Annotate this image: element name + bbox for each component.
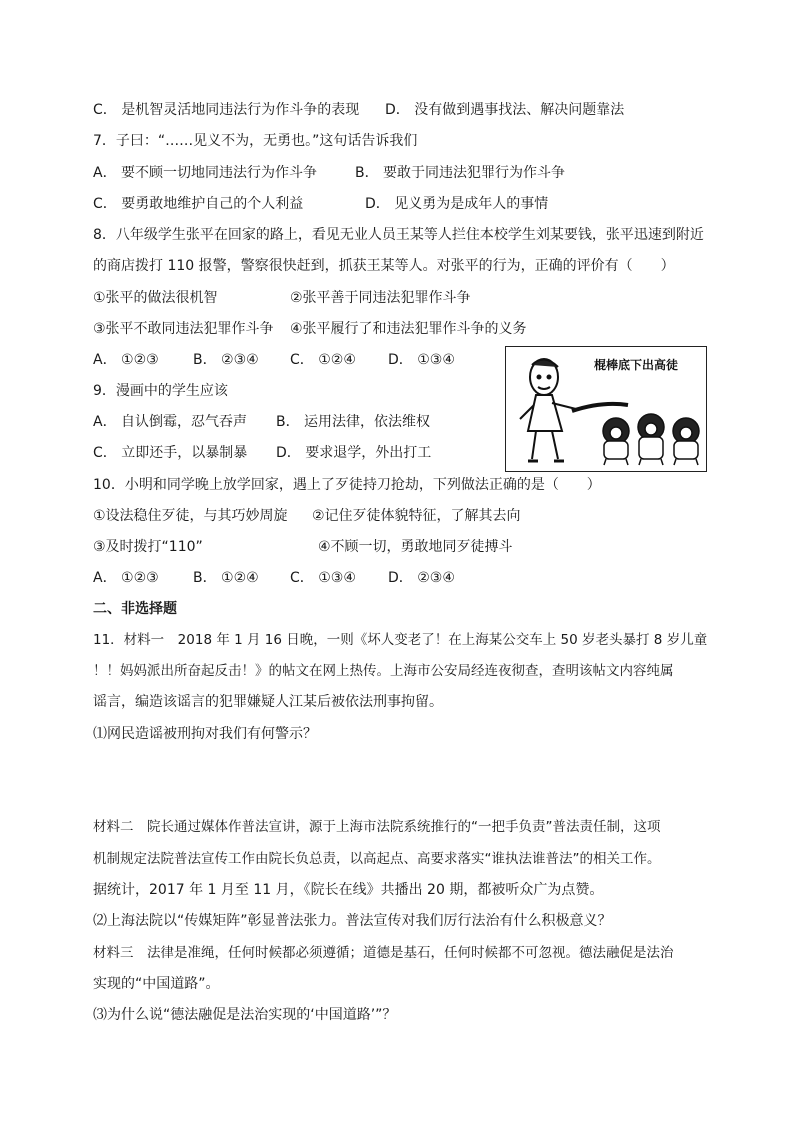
q9-option-b: B． 运用法律，依法维权 [276, 414, 431, 430]
q11-question-3: ⑶为什么说“德法融促是法治实现的‘中国道路’”？ [93, 1007, 397, 1023]
q7-option-a: A． 要不顾一切地同违法行为作斗争 [93, 165, 318, 181]
q9-stem: 9．漫画中的学生应该 [93, 383, 228, 399]
q8-stem-line2: 的商店拨打 110 报警，警察很快赶到，抓获王某等人。对张平的行为，正确的评价有（ ） [93, 258, 675, 274]
q11-material3-line2: 实现的“中国道路”。 [93, 976, 220, 992]
q8-option-b: B． ②③④ [193, 352, 259, 368]
q11-material2-line3: 据统计，2017 年 1 月至 11 月，《院长在线》共播出 20 期，都被听众广为点赞。 [93, 882, 604, 898]
q8-statement-2: ②张平善于同违法犯罪作斗争 [290, 290, 471, 306]
q8-option-a: A． ①②③ [93, 352, 159, 368]
q7-option-b: B． 要敢于同违法犯罪行为作斗争 [355, 165, 566, 181]
q7-stem: 7．子曰：“……见义不为，无勇也。”这句话告诉我们 [93, 133, 418, 149]
cartoon-caption: 棍棒底下出高徒 [593, 358, 679, 372]
q10-option-a: A． ①②③ [93, 570, 159, 586]
q11-material1-line3: 谣言，编造该谣言的犯罪嫌疑人江某后被依法刑事拘留。 [93, 694, 443, 710]
cartoon-drawing [506, 347, 706, 471]
q6-option-c: C． 是机智灵活地同违法行为作斗争的表现 [93, 102, 360, 118]
students-figures [603, 414, 699, 465]
q7-option-d: D． 见义勇为是成年人的事情 [365, 196, 549, 212]
q11-question-2: ⑵上海法院以“传媒矩阵”彰显普法张力。普法宣传对我们厉行法治有什么积极意义？ [93, 913, 612, 929]
teacher-figure [520, 359, 576, 461]
section-heading: 二、非选择题 [93, 601, 177, 617]
q10-statement-4: ④不顾一切，勇敢地同歹徒搏斗 [318, 539, 513, 555]
q8-statement-4: ④张平履行了和违法犯罪作斗争的义务 [290, 321, 527, 337]
q7-option-c: C． 要勇敢地维护自己的个人利益 [93, 196, 304, 212]
q11-material1-line1: 11．材料一 2018 年 1 月 16 日晚，一则《坏人变老了！在上海某公交车上 50 岁老头暴打 8 岁儿童 [93, 632, 708, 648]
q10-statement-2: ②记住歹徒体貌特征，了解其去向 [312, 508, 521, 524]
q9-option-a: A． 自认倒霉，忍气吞声 [93, 414, 248, 430]
q6-option-d: D． 没有做到遇事找法、解决问题靠法 [385, 102, 625, 118]
q9-option-d: D． 要求退学，外出打工 [276, 445, 432, 461]
q10-option-c: C． ①③④ [290, 570, 356, 586]
q11-material3-line1: 材料三 法律是准绳，任何时候都必须遵循；道德是基石，任何时候都不可忽视。德法融促是法治 [93, 945, 674, 961]
q8-statement-1: ①张平的做法很机智 [93, 290, 218, 306]
q8-statement-3: ③张平不敢同违法犯罪作斗争 [93, 321, 274, 337]
q11-question-1: ⑴网民造谣被刑拘对我们有何警示？ [93, 726, 317, 742]
q10-statement-3: ③及时拨打“110” [93, 539, 203, 555]
q8-option-d: D． ①③④ [388, 352, 455, 368]
q9-option-c: C． 立即还手，以暴制暴 [93, 445, 248, 461]
q11-material2-line1: 材料二 院长通过媒体作普法宣讲，源于上海市法院系统推行的“一把手负责”普法责任制，这项 [93, 819, 661, 835]
cartoon-illustration [505, 346, 707, 472]
q10-option-b: B． ①②④ [193, 570, 259, 586]
q11-material1-line2: ！！妈妈派出所奋起反击！》的帖文在网上热传。上海市公安局经连夜彻查，查明该帖文内容纯属 [93, 663, 674, 679]
q10-stem: 10．小明和同学晚上放学回家，遇上了歹徒持刀抢劫，下列做法正确的是（ ） [93, 477, 601, 493]
q10-option-d: D． ②③④ [388, 570, 455, 586]
q11-material2-line2: 机制规定法院普法宣传工作由院长负总责，以高起点、高要求落实“谁执法谁普法”的相关工作。 [93, 851, 661, 867]
stick-icon [572, 404, 628, 411]
q8-option-c: C． ①②④ [290, 352, 356, 368]
q8-stem-line1: 8．八年级学生张平在回家的路上，看见无业人员王某等人拦住本校学生刘某要钱，张平迅速到附近 [93, 227, 704, 243]
q10-statement-1: ①设法稳住歹徒，与其巧妙周旋 [93, 508, 288, 524]
